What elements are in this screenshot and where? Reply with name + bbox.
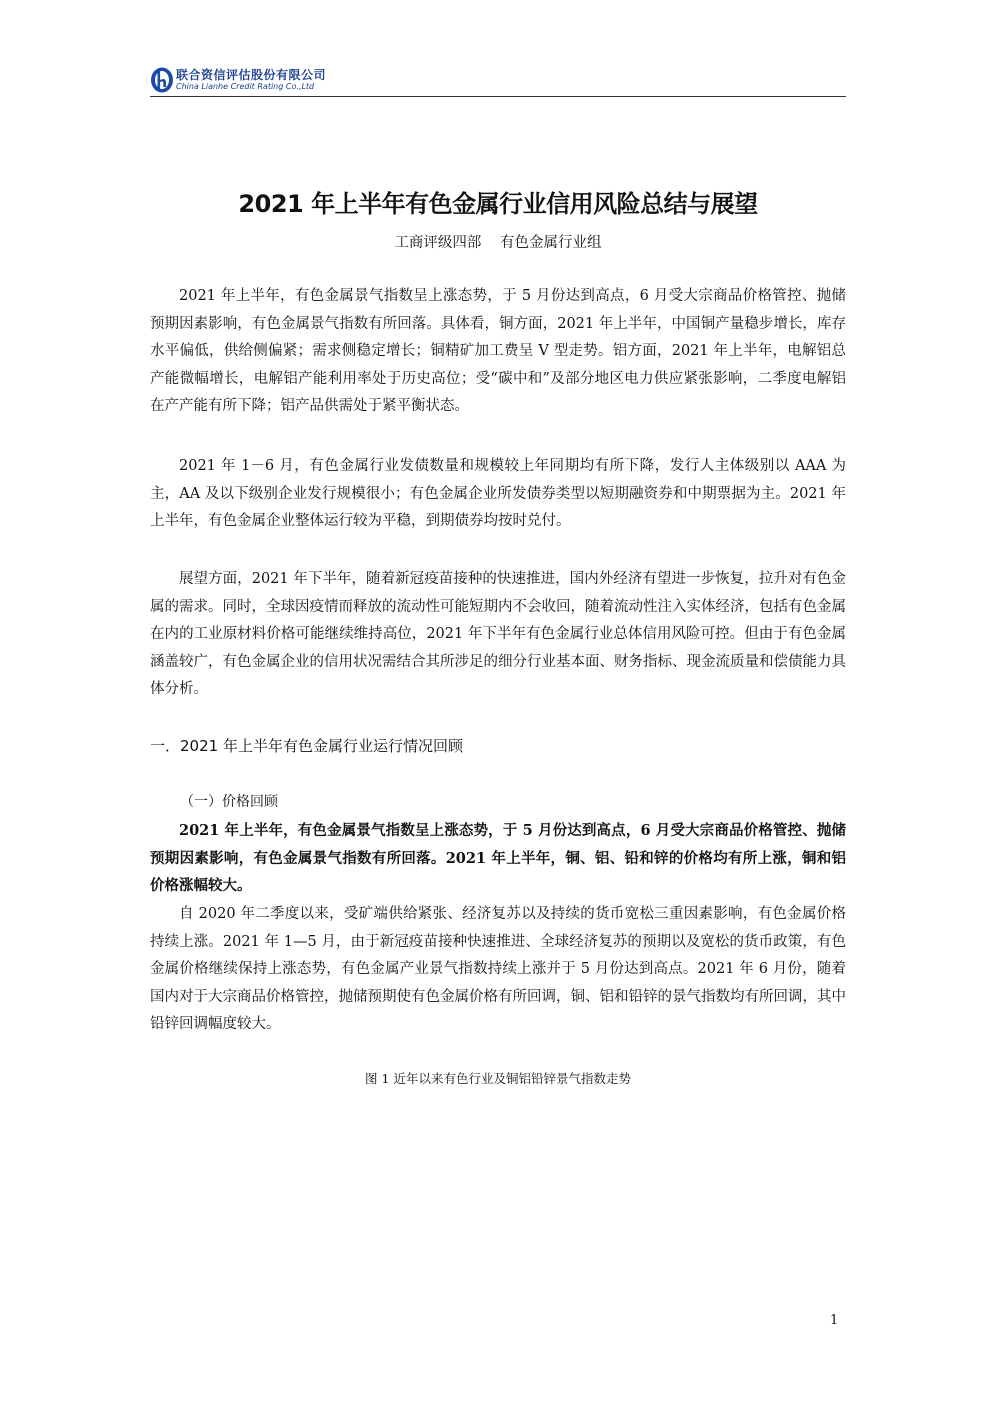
page-header <box>150 64 846 98</box>
key-finding-paragraph: 2021 年上半年，有色金属景气指数呈上涨态势，于 5 月份达到高点，6 月受大宗商品价格管控、抛储预期因素影响，有色金属景气指数有所回落。2021 年上半年，铜、铝、铅和锌的价格均有所上涨，铜和铝价格涨幅较大。 <box>150 822 846 895</box>
figure-caption: 图 1 近年以来有色行业及铜铝铅锌景气指数走势 <box>365 1071 631 1086</box>
document-title: 2021 年上半年有色金属行业信用风险总结与展望 <box>238 190 758 218</box>
section-heading-1: 一．2021 年上半年有色金属行业运行情况回顾 <box>150 737 463 755</box>
page-number: 1 <box>830 1313 839 1328</box>
summary-paragraph-2: 2021 年 1－6 月，有色金属行业发债数量和规模较上年同期均有所下降，发行人主体级别以 AAA 为主，AA 及以下级别企业发行规模很小；有色金属企业所发债券类型以短期融资券和中期票据为主。2021 年上半年，有色金属企业整体运行较为平稳，到期债券均按时兑付。 <box>150 458 846 530</box>
document-subtitle: 工商评级四部 有色金属行业组 <box>394 235 602 251</box>
summary-paragraph-1: 2021 年上半年，有色金属景气指数呈上涨态势，于 5 月份达到高点，6 月受大宗商品价格管控、抛储预期因素影响，有色金属景气指数有所回落。具体看，铜方面，2021 年上半年，中国铜产量稳步增长，库存水平偏低，供给侧偏紧；需求侧稳定增长；铜精矿加工费呈 V 型走势。铝方面，2021 年上半年，电解铝总产能微幅增长，电解铝产能利用率处于历史高位；受“碳中和”及部分地区电力供应紧张影响，二季度电解铝在产产能有所下降；铝产品供需处于紧平衡状态。 <box>150 288 846 415</box>
header-divider <box>150 96 846 97</box>
subsection-heading-price-review: （一）价格回顾 <box>180 794 278 810</box>
body-paragraph: 自 2020 年二季度以来，受矿端供给紧张、经济复苏以及持续的货币宽松三重因素影响，有色金属价格持续上涨。2021 年 1—5 月，由于新冠疫苗接种快速推进、全球经济复苏的预期以及宽松的货币政策，有色金属价格继续保持上涨态势，有色金属产业景气指数持续上涨并于 5 月份达到高点。2021 年 6 月份，随着国内对于大宗商品价格管控，抛储预期使有色金属价格有所回调，铜、铝和铅锌的景气指数均有所回调，其中铅锌回调幅度较大。 <box>150 906 846 1033</box>
summary-paragraph-3: 展望方面，2021 年下半年，随着新冠疫苗接种的快速推进，国内外经济有望进一步恢复，拉升对有色金属的需求。同时，全球因疫情而释放的流动性可能短期内不会收回，随着流动性注入实体经济，包括有色金属在内的工业原材料价格可能继续维持高位，2021 年下半年有色金属行业总体信用风险可控。但由于有色金属涵盖较广，有色金属企业的信用状况需结合其所涉足的细分行业基本面、财务指标、现金流质量和偿债能力具体分析。 <box>150 571 846 698</box>
company-name-cn: 联合资信评估股份有限公司 <box>176 68 327 82</box>
company-logo-icon <box>150 66 174 94</box>
company-name-en: China Lianhe Credit Rating Co.,Ltd <box>176 82 315 91</box>
